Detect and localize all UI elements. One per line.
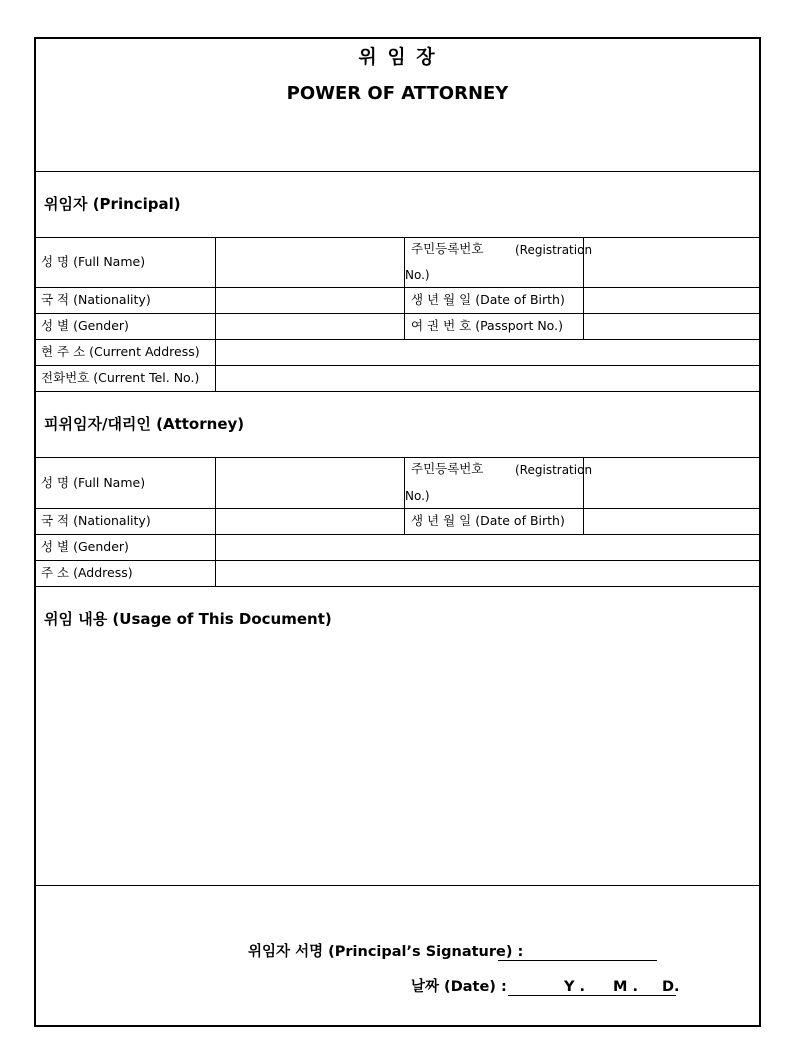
principal-full-name-input[interactable]	[216, 238, 403, 286]
power-of-attorney-form	[34, 37, 761, 1027]
principal-tel-label: 전화번호 (Current Tel. No.)	[41, 370, 200, 385]
row-divider	[36, 508, 759, 509]
usage-section-title: 위임 내용 (Usage of This Document)	[44, 610, 332, 628]
date-line[interactable]	[508, 995, 676, 996]
principal-reg-label-en: (Registration	[515, 243, 593, 257]
usage-content-area[interactable]	[44, 639, 754, 879]
row-divider	[36, 560, 759, 561]
attorney-reg-label-ko: 주민등록번호	[411, 461, 484, 476]
title-english: POWER OF ATTORNEY	[286, 83, 509, 104]
attorney-reg-label-en: (Registration	[515, 463, 593, 477]
divider-usage-end	[36, 885, 759, 886]
divider-attorney-header	[36, 457, 759, 458]
attorney-reg-label-no: No.)	[405, 489, 430, 503]
principal-reg-label-no: No.)	[405, 268, 430, 282]
principal-full-name-label: 성 명 (Full Name)	[41, 254, 146, 269]
divider-principal-end	[36, 391, 759, 392]
attorney-gender-label: 성 별 (Gender)	[41, 539, 129, 554]
principal-address-label: 현 주 소 (Current Address)	[41, 344, 200, 359]
attorney-nationality-label: 국 적 (Nationality)	[41, 513, 151, 528]
row-divider	[36, 287, 759, 288]
date-year-marker: Y .	[564, 979, 586, 995]
attorney-full-name-label: 성 명 (Full Name)	[41, 475, 146, 490]
principal-reg-label-ko: 주민등록번호	[411, 241, 484, 256]
principal-passport-label: 여 권 번 호 (Passport No.)	[411, 318, 563, 333]
principal-dob-label: 생 년 월 일 (Date of Birth)	[411, 292, 565, 307]
principal-nationality-label: 국 적 (Nationality)	[41, 292, 151, 307]
divider-attorney-end	[36, 586, 759, 587]
row-divider	[36, 313, 759, 314]
date-month-marker: M .	[613, 979, 638, 995]
principal-reg-input[interactable]	[584, 238, 762, 286]
attorney-dob-label: 생 년 월 일 (Date of Birth)	[411, 513, 565, 528]
row-divider	[36, 339, 759, 340]
principal-section-title: 위임자 (Principal)	[44, 195, 181, 213]
date-day-marker: D.	[662, 979, 680, 995]
col-divider	[215, 457, 216, 586]
date-label: 날짜 (Date) :	[411, 979, 507, 995]
divider-title	[36, 171, 759, 172]
attorney-address-label: 주 소 (Address)	[41, 565, 133, 580]
signature-line[interactable]	[498, 960, 657, 961]
col-divider	[404, 237, 405, 339]
row-divider	[36, 534, 759, 535]
attorney-section-title: 피위임자/대리인 (Attorney)	[44, 415, 245, 433]
title-korean: 위 임 장	[358, 46, 437, 68]
row-divider	[36, 365, 759, 366]
principal-gender-label: 성 별 (Gender)	[41, 318, 129, 333]
signature-label: 위임자 서명 (Principal’s Signature) :	[248, 944, 524, 960]
